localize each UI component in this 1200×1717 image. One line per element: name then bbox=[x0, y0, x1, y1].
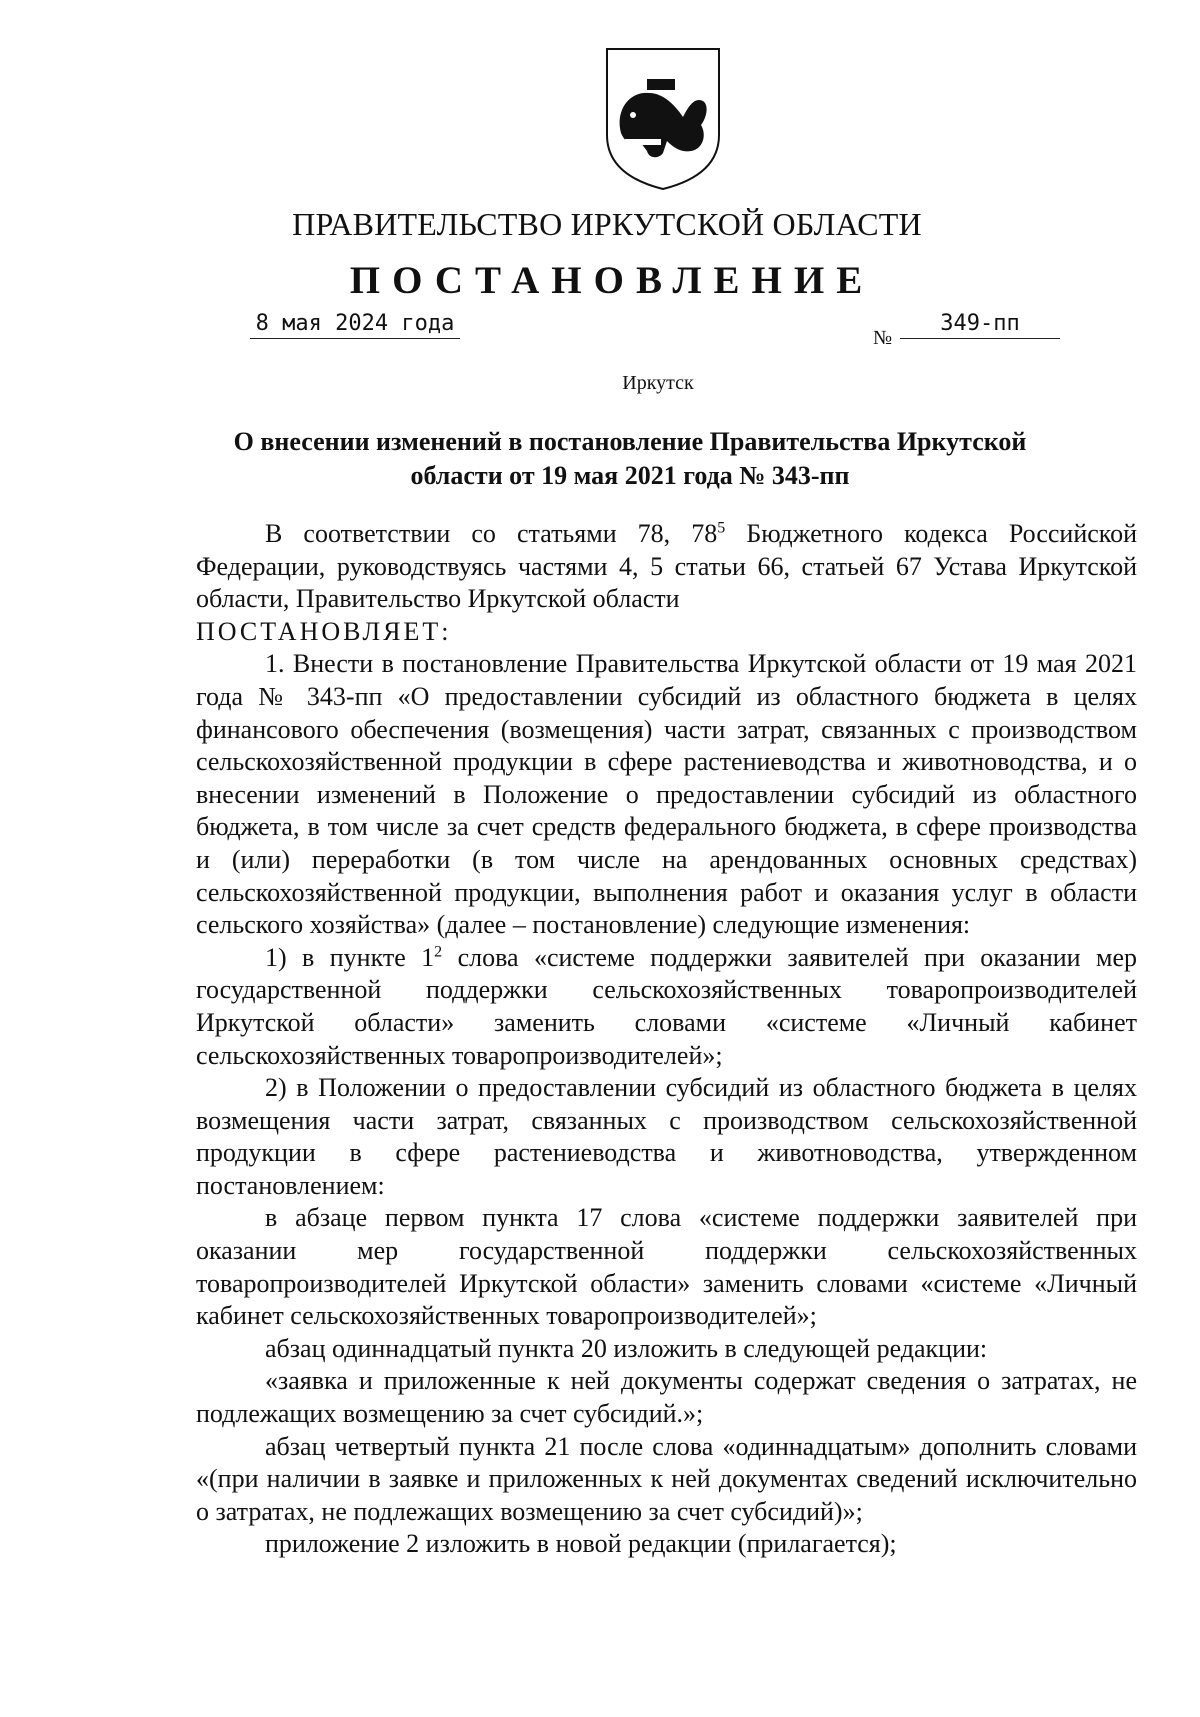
subitem-1-text-end: слова «системе поддержки заявителей при оказании мер государственной поддержки сельскохозяйственных товаропроизводителей Иркутской области» заменить словами «системе «Личный кабинет сельскохозяйственных товаропроизводителей»; bbox=[196, 942, 1137, 1070]
title-line-1: О внесении изменений в постановление Правительства Иркутской bbox=[233, 427, 1027, 456]
superscript: 5 bbox=[717, 519, 726, 537]
document-number: 349-пп bbox=[900, 311, 1060, 339]
subitem-1-paragraph bbox=[196, 942, 1137, 1072]
appendix-2-change: приложение 2 изложить в новой редакции (прилагается); bbox=[265, 1529, 897, 1559]
resolves-heading: ПОСТАНОВЛЯЕТ: bbox=[196, 616, 452, 646]
item-1-paragraph: 1. Внести в постановление Правительства Иркутской области от 19 мая 2021 года № 343-пп «О предоставлении субсидий из областного бюджета в целях финансового обеспечения (возмещения) части затрат, связанных с производством сельскохозяйственной продукции в сфере растениеводства и животноводства, и о внесении изменений в Положение о предоставлении субсидий из областного бюджета, в том числе за счет средств федерального бюджета, в сфере производства и (или) переработки (в том числе на арендованных основных средствах) сельскохозяйственной продукции, выполнения работ и оказания услуг в области сельского хозяйства» (далее – постановление) следующие изменения: bbox=[196, 649, 1137, 940]
paragraph-17-change: в абзаце первом пункта 17 слова «системе поддержки заявителей при оказании мер государственной поддержки сельскохозяйственных товаропроизводителей Иркутской области» заменить словами «системе «Личный кабинет сельскохозяйственных товаропроизводителей»; bbox=[196, 1203, 1137, 1331]
document-date: 8 мая 2024 года bbox=[250, 311, 460, 339]
subitem-2-paragraph: 2) в Положении о предоставлении субсидий из областного бюджета в целях возмещения части затрат, связанных с производством сельскохозяйственной продукции в сфере растениеводства и животноводства, утвержденном постановлением: bbox=[196, 1073, 1137, 1200]
government-name: ПРАВИТЕЛЬСТВО ИРКУТСКОЙ ОБЛАСТИ bbox=[292, 206, 922, 242]
preamble-text-end: Бюджетного кодекса Российской Федерации, руководствуясь частями 4, 5 статьи 66, статьей 67 Устава Иркутской области, Правительство Иркутской области bbox=[196, 519, 1137, 614]
preamble-paragraph bbox=[196, 518, 1137, 616]
document-body bbox=[196, 518, 1137, 1561]
paragraph-20-new-text: «заявка и приложенные к ней документы содержат сведения о затратах, не подлежащих возмещению за счет субсидий.»; bbox=[196, 1366, 1137, 1429]
number-label: № bbox=[873, 327, 893, 349]
city-name: Иркутск bbox=[622, 372, 694, 394]
paragraph-21-change: абзац четвертый пункта 21 после слова «одиннадцатым» дополнить словами «(при наличии в заявке и приложенных к ней документах сведений исключительно о затратах, не подлежащих возмещению за счет субсидий)»; bbox=[196, 1431, 1137, 1526]
paragraph-20-change: абзац одиннадцатый пункта 20 изложить в следующей редакции: bbox=[265, 1333, 988, 1363]
preamble-text-start: В соответствии со статьями 78, 78 bbox=[265, 519, 718, 548]
title-line-2: области от 19 мая 2021 года № 343-пп bbox=[410, 461, 850, 490]
superscript: 2 bbox=[434, 943, 443, 961]
document-title bbox=[190, 425, 1070, 493]
document-type: ПОСТАНОВЛЕНИЕ bbox=[349, 259, 875, 302]
subitem-1-text-start: 1) в пункте 1 bbox=[265, 942, 435, 972]
irkutsk-coat-of-arms-icon bbox=[603, 45, 723, 193]
